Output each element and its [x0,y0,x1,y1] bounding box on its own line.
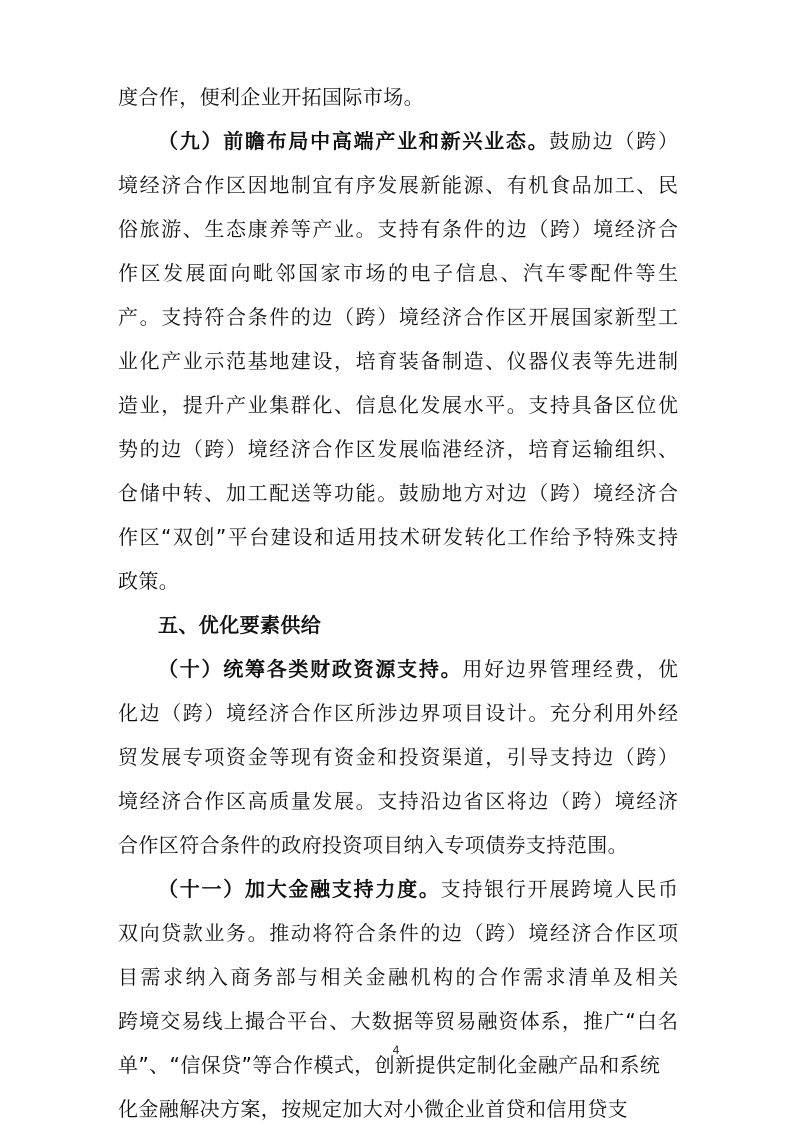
body-text-span: 化边（跨）境经济合作区所涉边界项目设计。充分利用外经 [118,701,678,725]
text-line [118,253,678,293]
text-line [118,825,678,865]
text-line [158,605,678,645]
body-text-span: 造业，提升产业集群化、信息化发展水平。支持具备区位优 [118,393,678,417]
body-text-span: 双向贷款业务。推动将符合条件的边（跨）境经济合作区项 [118,921,678,945]
text-line [118,77,678,117]
body-text-span: 跨境交易线上撮合平台、大数据等贸易融资体系，推广“白名 [118,1009,678,1033]
text-line [118,297,678,337]
body-text-span: 产。支持符合条件的边（跨）境经济合作区开展国家新型工 [118,305,678,329]
text-line [118,517,678,557]
text-line [118,561,678,601]
text-line [158,649,678,689]
text-line [158,121,678,161]
text-line [118,341,678,381]
text-line [158,869,678,909]
body-text-span: 单”、“信保贷”等合作模式，创新提供定制化金融产品和系统 [118,1053,661,1077]
text-line [118,473,678,513]
body-text-span: 业化产业示范基地建设，培育装备制造、仪器仪表等先进制 [118,349,678,373]
text-line [118,781,678,821]
text-line [118,693,678,733]
text-line [118,957,678,997]
body-text-span: 境经济合作区高质量发展。支持沿边省区将边（跨）境经济 [118,789,678,813]
body-text-span: 鼓励边（跨） [549,129,678,153]
text-line [118,209,678,249]
text-line [118,1089,678,1129]
body-text-span: 目需求纳入商务部与相关金融机构的合作需求清单及相关 [118,965,678,989]
body-text-span: 合作区符合条件的政府投资项目纳入专项债券支持范围。 [118,833,628,857]
body-text-span: 作区“双创”平台建设和适用技术研发转化工作给予特殊支持 [118,525,678,549]
text-line [118,385,678,425]
text-line [118,165,678,205]
body-text-span: 支持银行开展跨境人民币 [440,877,678,901]
body-text-span: 俗旅游、生态康养等产业。支持有条件的边（跨）境经济合 [118,217,678,241]
text-line [118,1001,678,1041]
body-text-span: 度合作，便利企业开拓国际市场。 [118,85,424,109]
section-heading: （十一）加大金融支持力度。 [158,877,441,901]
section-heading: （十）统筹各类财政资源支持。 [158,657,463,681]
page-number: 4 [392,1043,400,1057]
body-text-span: 作区发展面向毗邻国家市场的电子信息、汽车零配件等生 [118,261,678,285]
section-heading: 五、优化要素供给 [158,613,322,637]
body-text-span: 化金融解决方案，按规定加大对小微企业首贷和信用贷支 [118,1097,628,1121]
body-text-span: 用好边界管理经费，优 [462,657,678,681]
text-line [118,913,678,953]
body-text-span: 境经济合作区因地制宜有序发展新能源、有机食品加工、民 [118,173,678,197]
body-text-span: 贸发展专项资金等现有资金和投资渠道，引导支持边（跨） [118,745,678,769]
body-text-span: 仓储中转、加工配送等功能。鼓励地方对边（跨）境经济合 [118,481,678,505]
text-line [118,737,678,777]
section-heading: （九）前瞻布局中高端产业和新兴业态。 [158,129,550,153]
body-text-span: 政策。 [118,569,180,593]
text-line [118,429,678,469]
body-text-span: 势的边（跨）境经济合作区发展临港经济，培育运输组织、 [118,437,678,461]
